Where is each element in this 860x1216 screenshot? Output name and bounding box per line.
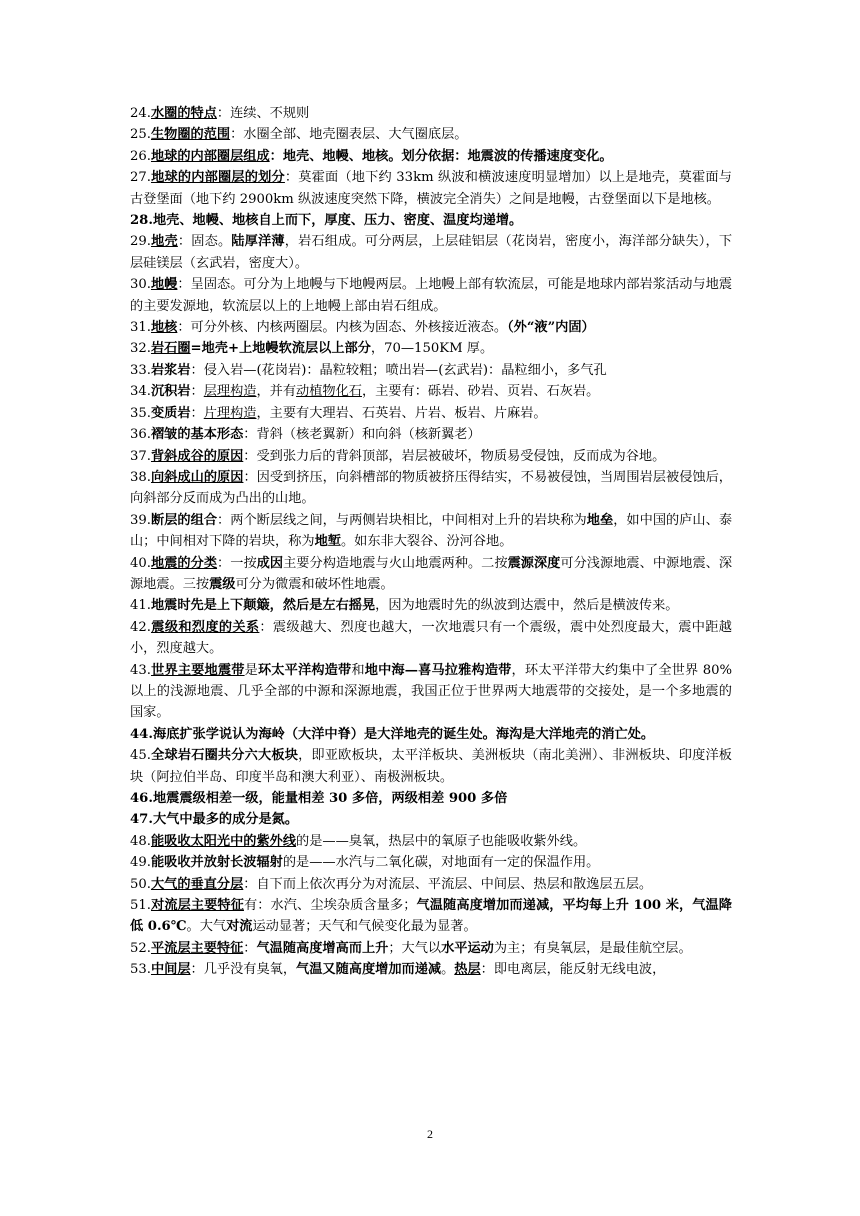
text-run: ，主要有：砾岩、砂岩、页岩、石灰岩。 [361, 384, 600, 400]
text-run: 地震时先是上下颠簸，然后是左右摇晃 [150, 598, 376, 614]
text-run: 31. [130, 320, 151, 336]
text-run: 26. [130, 148, 151, 164]
text-run: 33. [130, 362, 151, 378]
text-run: 可分为微震和破坏性地震。 [235, 576, 394, 592]
text-run: ： [243, 940, 257, 956]
text-run: ：一按 [217, 555, 257, 571]
text-run: 的是——水汽与二氧化碳，对地面有一定的保温作用。 [282, 855, 600, 871]
list-item [130, 874, 732, 895]
text-run: 大气的垂直分层 [150, 876, 244, 892]
list-item [130, 617, 732, 660]
text-run: ：即电离层，能反射无线电波， [480, 962, 666, 978]
text-run: 气温随高度增加而递减，平均每上升 100 米，气温降低 0.6℃ [130, 898, 732, 935]
text-run: 50. [130, 876, 151, 892]
text-run: ：自下而上依次再分为对流层、平流层、中间层、热层和散逸层五层。 [243, 876, 653, 892]
text-run: 岩浆岩 [150, 362, 191, 378]
text-run: 39. [130, 512, 151, 528]
text-run: 地堑 [314, 534, 341, 550]
text-run: 片理构造 [203, 405, 257, 421]
text-run: 52. [130, 940, 151, 956]
text-run: 断层的组合 [150, 512, 218, 528]
text-run: 34. [130, 384, 151, 400]
list-item [130, 724, 732, 745]
text-run: 对流层主要特征 [150, 898, 244, 914]
text-run: 地球的内部圈层的划分 [150, 170, 285, 186]
text-run: 地中海—喜马拉雅构造带 [364, 662, 512, 678]
text-run: ：几乎没有臭氧， [190, 962, 297, 978]
list-item [130, 938, 732, 959]
text-run: 陆厚洋薄 [231, 234, 285, 250]
text-run: 43. [130, 662, 151, 678]
text-run: ： [190, 405, 204, 421]
text-run: （外“液”内固） [507, 320, 595, 336]
text-run: 能吸收太阳光中的紫外线 [150, 833, 297, 849]
text-run: 成因 [256, 555, 284, 571]
list-item [130, 317, 732, 338]
text-run: 48. [130, 833, 151, 849]
text-run: 热层 [454, 962, 481, 978]
list-item [130, 788, 732, 809]
text-run: 45. [130, 748, 151, 764]
text-run: 27. [130, 170, 151, 186]
text-run: 震级和烈度的关系 [150, 619, 260, 635]
text-run: ，岩石组成。可分两层，上层硅铝层（花岗岩，密度小，海洋部分缺失），下层硅镁层（玄武岩，密度大）。 [130, 234, 733, 271]
text-run: ：水圈全部、地壳圈表层、大气圈底层。 [230, 127, 468, 143]
text-run: ，即亚欧板块，太平洋板块、美洲板块（南北美洲）、非洲板块、印度洋板块（阿拉伯半岛、印度半岛和澳大利亚）、南极洲板块。 [130, 748, 732, 785]
text-run: 30. [130, 277, 151, 293]
text-run: ：震级越大、烈度也越大，一次地震只有一个震级，震中处烈度最大，震中距越小，烈度越大。 [130, 619, 732, 657]
text-run: 37. [130, 448, 151, 464]
text-run: ： [190, 384, 204, 400]
text-run: ：地壳、地幔、地核。划分依据：地震波的传播速度变化。 [269, 148, 613, 164]
list-item [130, 124, 732, 145]
document-body [130, 103, 732, 981]
text-run: ：可分外核、内核两圈层。内核为固态、外核接近液态。 [177, 320, 508, 336]
list-item [130, 745, 732, 788]
list-item [130, 553, 732, 596]
text-run: 25. [130, 127, 151, 143]
text-run: 地幔 [150, 277, 178, 293]
list-item [130, 360, 732, 381]
list-item [130, 210, 732, 231]
text-run: 层理构造 [203, 384, 257, 400]
text-run: 51. [130, 898, 151, 914]
text-run: 地壳 [150, 234, 178, 250]
text-run: 震级 [209, 576, 236, 592]
text-run: 环太平洋构造带 [257, 662, 352, 678]
list-item [130, 424, 732, 445]
text-run: ，环太平洋带大约集中了全世界 80%以上的浅源地震、几乎全部的中源和深源地震，我国正位于世界两大地震带的交接处，是一个多地震的国家。 [130, 662, 733, 721]
text-run: 24. [130, 106, 151, 121]
text-run: 28.地壳、地幔、地核自上而下，厚度、压力、密度、温度均递增。 [130, 213, 523, 229]
text-run: ，70—150KM 厚。 [370, 341, 494, 357]
list-item [130, 274, 732, 317]
text-run: ，因为地震时先的纵波到达震中，然后是横波传来。 [375, 598, 679, 614]
list-item [130, 959, 732, 980]
text-run: 向斜成山的原因 [150, 469, 244, 485]
list-item [130, 895, 732, 938]
text-run: ：背斜（核老翼新）和向斜（核新翼老） [243, 427, 481, 443]
list-item [130, 403, 732, 424]
text-run: ，并有 [256, 384, 297, 400]
list-item [130, 809, 732, 830]
text-run: ：受到张力后的背斜顶部，岩层被破坏，物质易受侵蚀，反而成为谷地。 [243, 448, 666, 464]
text-run: 46.地震震级相差一级，能量相差 30 多倍，两级相差 900 多倍 [130, 791, 508, 806]
text-run: 32. [130, 341, 151, 357]
text-run: ；大气以 [388, 940, 442, 956]
text-run: 有：水汽、尘埃杂质含量多； [243, 898, 417, 914]
text-run: =地壳+上地幔软流层以上部分 [190, 341, 371, 357]
list-item [130, 338, 732, 359]
list-item [130, 446, 732, 467]
text-run: 对流 [226, 919, 253, 935]
text-run: 41. [130, 598, 151, 614]
text-run: 世界主要地震带 [150, 662, 245, 678]
list-item [130, 231, 732, 274]
text-run: 水平运动 [441, 940, 494, 956]
list-item [130, 146, 732, 167]
text-run: 36. [130, 427, 151, 443]
text-run: 平流层主要特征 [150, 940, 244, 956]
text-run: 35. [130, 405, 151, 421]
text-run: 。大气 [186, 919, 227, 935]
text-run: 是 [244, 662, 258, 678]
text-run: 气温又随高度增加而递减 [296, 962, 442, 978]
text-run: 38. [130, 469, 151, 485]
text-run: 40. [130, 555, 151, 571]
text-run: 44.海底扩张学说认为海岭（大洋中脊）是大洋地壳的诞生处。海沟是大洋地壳的消亡处。 [130, 726, 655, 742]
list-item [130, 103, 732, 124]
list-item [130, 167, 732, 210]
text-run: 地垒 [586, 512, 614, 528]
page-number: 2 [427, 1127, 433, 1141]
text-run: ：固态。 [177, 234, 232, 250]
text-run: 背斜成谷的原因 [150, 448, 244, 464]
text-run: ：连续、不规则 [216, 106, 310, 121]
text-run: 42. [130, 619, 151, 635]
text-run: 褶皱的基本形态 [150, 427, 244, 443]
text-run: 岩石圈 [150, 341, 191, 357]
text-run: ，主要有大理岩、石英岩、片岩、板岩、片麻岩。 [256, 405, 547, 421]
text-run: 气温随高度增高而上升 [256, 940, 389, 956]
text-run: 为主；有臭氧层，是最佳航空层。 [493, 940, 692, 956]
text-run: 地震的分类 [150, 555, 218, 571]
text-run: ，如中国的庐山、泰山；中间相对下降的岩块，称为 [130, 512, 733, 550]
list-item [130, 831, 732, 852]
text-run: 能吸收并放射长波辐射 [150, 855, 283, 871]
list-item [130, 595, 732, 616]
list-item [130, 467, 732, 510]
text-run: 水圈的特点 [150, 106, 217, 121]
text-run: ：呈固态。可分为上地幔与下地幔两层。上地幔上部有软流层，可能是地球内部岩浆活动与地震的主要发源地，软流层以上的上地幔上部由岩石组成。 [130, 277, 733, 314]
text-run: 变质岩 [150, 405, 191, 421]
text-run: ：莫霍面（地下约 33km 纵波和横波速度明显增加）以上是地壳，莫霍面与古登堡面（地下约 2900km 纵波速度突然下降，横波完全消失）之间是地幔，古登堡面以下是地核。 [130, 170, 732, 207]
list-item [130, 660, 732, 724]
text-run: 全球岩石圈共分六大板块 [150, 748, 299, 764]
text-run: 可分浅源地震、中源地震、深源地震。三按 [130, 555, 733, 592]
text-run: 主要分构造地震与火山地震两种。二按 [283, 555, 508, 571]
text-run: ：两个断层线之间，与两侧岩块相比，中间相对上升的岩块称为 [217, 512, 587, 528]
text-run: 震源深度 [507, 555, 561, 571]
text-run: 。 [441, 962, 455, 978]
text-run: 生物圈的范围 [150, 127, 231, 143]
text-run: 动植物化石 [296, 384, 362, 400]
list-item [130, 381, 732, 402]
text-run: 47.大气中最多的成分是氮。 [130, 812, 299, 828]
text-run: 。如东非大裂谷、汾河谷地。 [341, 534, 513, 550]
text-run: 沉积岩 [150, 384, 191, 400]
text-run: 29. [130, 234, 151, 250]
list-item [130, 510, 732, 553]
text-run: ：因受到挤压，向斜槽部的物质被挤压得结实，不易被侵蚀，当周围岩层被侵蚀后，向斜部分反而成为凸出的山地。 [130, 469, 732, 507]
text-run: ：侵入岩—(花岗岩)：晶粒较粗；喷出岩—(玄武岩)：晶粒细小，多气孔 [190, 362, 607, 378]
text-run: 地核 [150, 320, 178, 336]
text-run: 53. [130, 962, 151, 978]
text-run: 地球的内部圈层组成 [150, 148, 270, 164]
text-run: 和 [351, 662, 365, 678]
text-run: 中间层 [150, 962, 191, 978]
list-item [130, 852, 732, 873]
text-run: 的是——臭氧，热层中的氧原子也能吸收紫外线。 [296, 833, 587, 849]
text-run: 运动显著；天气和气候变化最为显著。 [252, 919, 477, 935]
text-run: 49. [130, 855, 151, 871]
